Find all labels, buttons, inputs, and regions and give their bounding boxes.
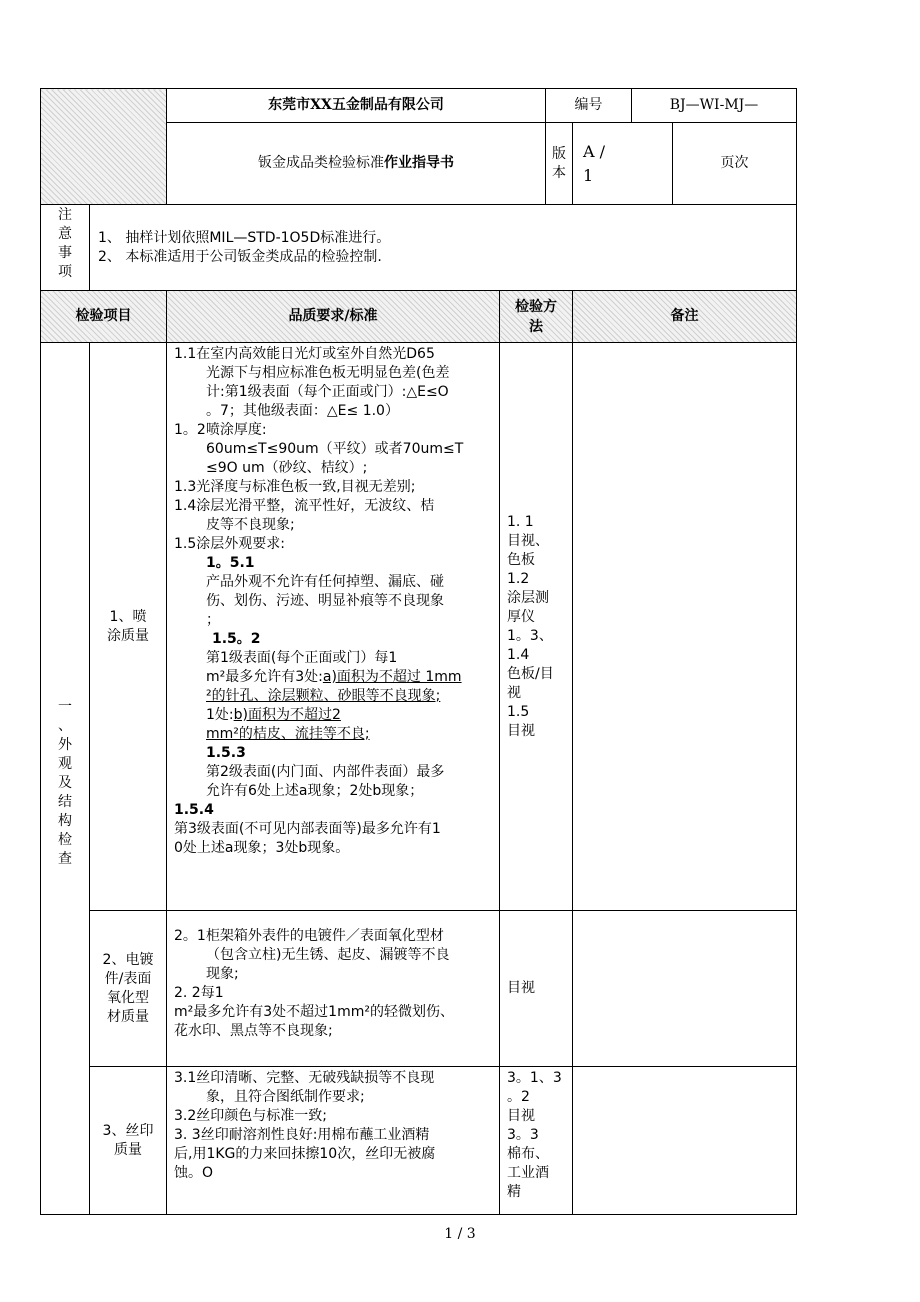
section-char: 结 [58, 794, 72, 810]
section-char: 及 [58, 775, 72, 791]
req-line: 1.5.4 [174, 802, 214, 818]
notice-line: 1、 抽样计划依照MIL—STD-1O5D标准进行。 [98, 229, 391, 246]
req-line [174, 668, 493, 687]
requirement-cell [167, 343, 500, 911]
method-line: 精 [507, 1184, 521, 1200]
req-fragment: 1处: [206, 707, 234, 723]
req-line: 60um≤T≤90um（平纹）或者70um≤T [206, 441, 464, 457]
item-line: 2、电镀 [102, 951, 154, 968]
method-line: 3。3 [507, 1127, 539, 1143]
column-header-method [500, 291, 573, 343]
section-label [41, 343, 90, 1215]
item-label [90, 911, 167, 1067]
method-line: 目视 [507, 980, 535, 996]
version-value-line2: 1 [583, 165, 594, 185]
req-line: ²的针孔、涂层颗粒、砂眼等不良现象; [206, 688, 441, 704]
remark-cell [573, 911, 797, 1067]
version-label: 版本 [546, 123, 573, 205]
method-line: 1.4 [507, 646, 530, 663]
notice-label [41, 205, 90, 291]
column-header-method-line: 法 [529, 318, 543, 335]
req-line: 1.3光泽度与标准色板一致,目视无差别; [174, 479, 416, 495]
item-line: 材质量 [107, 1008, 149, 1025]
req-line: 1.5.3 [206, 745, 246, 761]
method-line: 1.5 [507, 703, 530, 720]
method-line: 目视、 [507, 532, 549, 549]
req-line: 第2级表面(内门面、内部件表面）最多 [206, 764, 445, 780]
column-header-requirement: 品质要求/标准 [167, 291, 500, 343]
method-line: 涂层测 [507, 589, 549, 606]
req-line: 1。5.1 [206, 555, 255, 571]
method-line: 。2 [507, 1089, 530, 1105]
req-line: 现象; [206, 966, 239, 982]
remark-cell [573, 343, 797, 911]
req-line: 1。2喷涂厚度: [174, 422, 267, 438]
notice-char: 事 [58, 245, 72, 261]
req-line: 1.5涂层外观要求: [174, 536, 285, 552]
method-line: 目视 [507, 722, 535, 739]
req-line: 产品外观不允许有任何掉塑、漏底、碰 [206, 574, 444, 590]
document-title-bold: 作业指导书 [384, 155, 454, 171]
method-line: 厚仪 [507, 608, 535, 625]
table-row [41, 343, 797, 911]
req-line: 皮等不良现象; [206, 517, 295, 533]
method-cell [500, 343, 573, 911]
req-line: 第1级表面(每个正面或门）每1 [206, 650, 398, 666]
document-title-normal: 钣金成品类检验标准 [258, 155, 384, 171]
notice-char: 注 [58, 207, 72, 223]
method-line: 1。3、 [507, 627, 553, 644]
remark-cell [573, 1067, 797, 1215]
item-line: 质量 [114, 1141, 142, 1158]
req-fragment: b)面积为不超过2 [233, 707, 341, 723]
section-char: 构 [58, 813, 72, 829]
req-line: 2。1柜架箱外表件的电镀件／表面氧化型材 [174, 928, 444, 944]
method-line: 视 [507, 684, 521, 701]
section-char: 、 [58, 718, 72, 734]
req-line [174, 706, 493, 725]
method-line: 棉布、 [507, 1146, 549, 1162]
method-line: 1. 1 [507, 513, 534, 530]
notice-line: 2、 本标准适用于公司钣金类成品的检验控制. [98, 248, 382, 265]
section-char: 外 [58, 737, 72, 753]
req-line: 后,用1KG的力来回抹擦10次，丝印无被腐 [174, 1146, 436, 1162]
section-char: 观 [58, 756, 72, 772]
method-line: 色板 [507, 551, 535, 568]
req-line: 0处上述a现象；3处b现象。 [174, 840, 350, 856]
req-line: 蚀。O [174, 1165, 214, 1181]
req-line: m²最多允许有3处不超过1mm²的轻微划伤、 [174, 1004, 454, 1020]
req-line: 计:第1级表面（每个正面或门）:△E≤O [206, 384, 449, 400]
req-line: 3.1丝印清晰、完整、无破残缺损等不良现 [174, 1070, 435, 1086]
requirement-cell [167, 1067, 500, 1215]
item-label [90, 343, 167, 911]
method-line: 1.2 [507, 570, 530, 587]
notice-body [90, 205, 797, 291]
notice-char: 项 [58, 264, 72, 280]
section-char: 查 [58, 851, 72, 867]
table-row [41, 911, 797, 1067]
req-line: 花水印、黑点等不良现象; [174, 1023, 333, 1039]
page-label: 页次 [673, 123, 797, 205]
req-line: mm²的桔皮、流挂等不良; [206, 726, 370, 742]
req-line: 1.4涂层光滑平整，流平性好，无波纹、桔 [174, 498, 435, 514]
column-header-remark: 备注 [573, 291, 797, 343]
document-title [167, 123, 546, 205]
req-line: ≤9O um（砂纹、桔纹）; [206, 460, 368, 476]
req-line: 2. 2每1 [174, 985, 224, 1001]
item-line: 氧化型 [107, 989, 149, 1006]
page-number: 1 / 3 [444, 1226, 476, 1242]
column-header-method-line: 检验方 [515, 298, 557, 315]
requirement-cell [167, 911, 500, 1067]
req-line: 1.5。2 [212, 631, 261, 647]
code-value: BJ—WI-MJ— [632, 89, 797, 123]
item-label [90, 1067, 167, 1215]
req-line: 伤、划伤、污迹、明显补痕等不良现象 [206, 593, 444, 609]
req-line: 。7；其他级表面：△E≤ 1.0） [206, 403, 399, 419]
section-char: 一 [58, 699, 72, 715]
section-char: 检 [58, 832, 72, 848]
method-line: 工业酒 [507, 1165, 549, 1181]
method-line: 目视 [507, 1108, 535, 1124]
item-line: 1、喷 [109, 608, 147, 625]
version-value-line1: A / [583, 141, 606, 161]
req-line: ； [206, 612, 220, 628]
logo-area [41, 89, 167, 205]
req-line: 3.2丝印颜色与标准一致; [174, 1108, 327, 1124]
method-line: 色板/目 [507, 665, 554, 682]
item-line: 3、丝印 [102, 1122, 154, 1139]
req-fragment: a)面积为不超过 1mm [322, 669, 462, 685]
method-cell [500, 911, 573, 1067]
req-fragment: m²最多允许有3处: [206, 669, 323, 685]
req-line: （包含立柱)无生锈、起皮、漏镀等不良 [206, 947, 450, 963]
version-value [573, 123, 673, 205]
item-line: 件/表面 [104, 970, 152, 987]
req-line: 3. 3丝印耐溶剂性良好:用棉布蘸工业酒精 [174, 1127, 430, 1143]
req-line: 光源下与相应标准色板无明显色差(色差 [206, 365, 450, 381]
req-line: 第3级表面(不可见内部表面等)最多允许有1 [174, 821, 441, 837]
req-line: 象，且符合图纸制作要求; [206, 1089, 365, 1105]
table-row [41, 1067, 797, 1215]
method-line: 3。1、3 [507, 1070, 562, 1086]
code-label: 编号 [546, 89, 632, 123]
company-name: 东莞市XX五金制品有限公司 [167, 89, 546, 123]
inspection-standard-table [40, 88, 797, 1215]
item-line: 涂质量 [107, 627, 149, 644]
notice-char: 意 [58, 226, 72, 242]
method-cell [500, 1067, 573, 1215]
column-header-item: 检验项目 [41, 291, 167, 343]
req-line: 1.1在室内高效能日光灯或室外自然光D65 [174, 346, 435, 362]
req-line: 允许有6处上述a现象；2处b现象； [206, 783, 424, 799]
